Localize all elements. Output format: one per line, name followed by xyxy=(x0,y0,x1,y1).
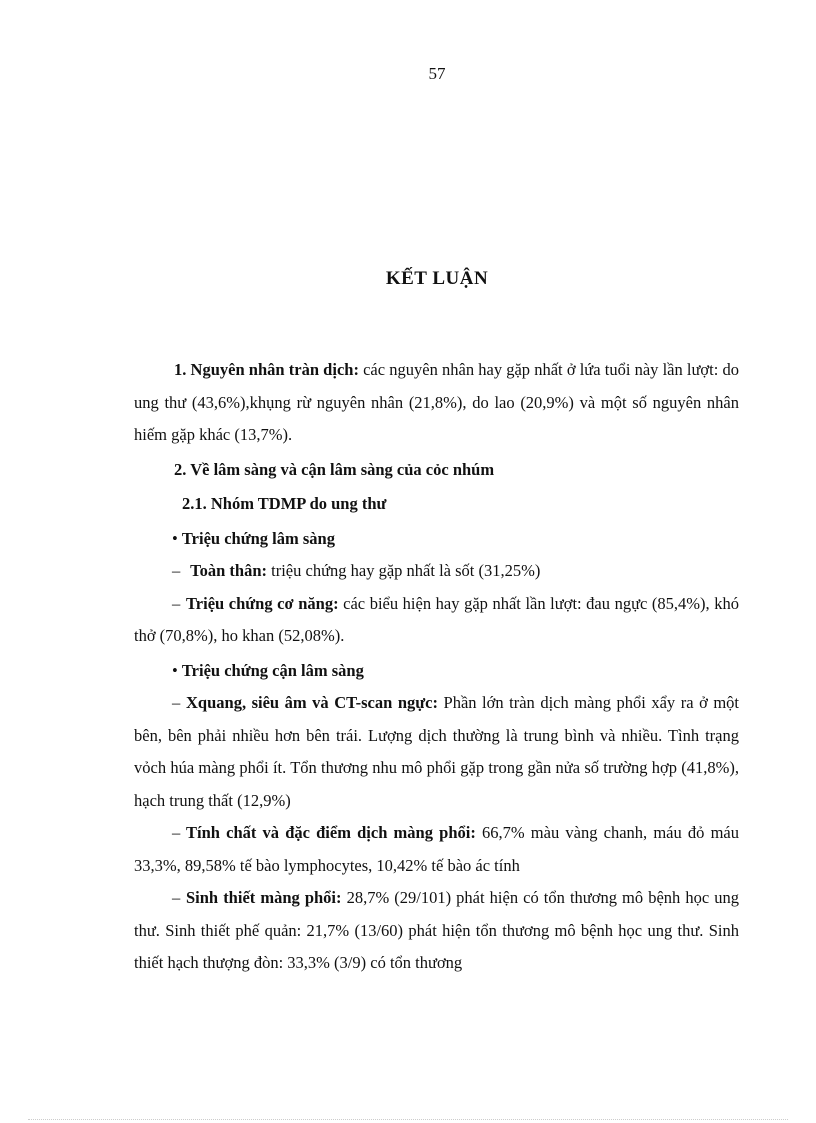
heading-cancer-group: 2.1. Nhóm TDMP do ung thư xyxy=(182,494,387,513)
text-biopsy: 28,7% (29/101) phát hiện có tổn thương mô bệnh học ung thư. Sinh thiết phế quản: 21,7% (13/60) phát hiện tổn thương mô bệnh học ung thư. Sinh thiết hạch thượng đòn: 33,3% (3/9) có tổn thương xyxy=(134,888,739,972)
heading-clinical-symptoms: Triệu chứng lâm sàng xyxy=(181,528,335,548)
dash-icon: – xyxy=(172,693,181,712)
page-number: 57 xyxy=(428,64,446,83)
document-body xyxy=(134,354,739,980)
heading-causes: 1. Nguyên nhân tràn dịch: xyxy=(174,360,359,379)
text-general: triệu chứng hay gặp nhất là sốt (31,25%) xyxy=(267,561,541,580)
dash-icon: – xyxy=(172,823,181,842)
label-xray: Xquang, siêu âm và CT-scan ngực: xyxy=(186,693,438,712)
dash-icon: – xyxy=(172,561,181,580)
text-causes: các nguyên nhân hay gặp nhất ở lứa tuổi này lần lượt: do ung thư (43,6%),khụng rừ nguyên nhân (21,8%), do lao (20,9%) và một số nguyên nhân hiếm gặp khác (13,7%). xyxy=(134,360,739,444)
label-general: Toàn thân: xyxy=(190,561,268,580)
item-xray xyxy=(134,687,739,817)
page-bottom-rule xyxy=(28,1119,788,1120)
label-fluid: Tính chất và đặc điểm dịch màng phổi: xyxy=(186,823,476,842)
heading-clinical-paraclinical: 2. Về lâm sàng và cận lâm sàng của cỏc nhúm xyxy=(174,459,495,479)
label-biopsy: Sinh thiết màng phổi: xyxy=(186,888,342,907)
bullet-icon: • xyxy=(172,528,178,548)
bullet-icon: • xyxy=(172,660,178,680)
label-functional: Triệu chứng cơ năng: xyxy=(186,593,339,613)
heading-paraclinical-symptoms: Triệu chứng cận lâm sàng xyxy=(181,660,364,680)
bullet-paraclinical xyxy=(134,655,739,688)
text-functional: các biểu hiện hay gặp nhất lần lượt: đau ngực (85,4%), khó thở (70,8%), ho khan (52,08%). xyxy=(134,593,739,645)
text-xray: Phần lớn tràn dịch màng phổi xẩy ra ở một bên, bên phải nhiều hơn bên trái. Lượng dịch thường là trung bình và nhiều. Tình trạng vỏch húa màng phổi ít. Tổn thương nhu mô phổi gặp trong gần nửa số trường hợp (41,8%), hạch trung thất (12,9%) xyxy=(134,693,739,810)
paragraph-causes xyxy=(134,354,739,452)
section-2-1-heading xyxy=(134,488,739,521)
item-general-symptoms xyxy=(134,555,739,588)
section-2-heading xyxy=(134,454,739,487)
text-fluid: 66,7% màu vàng chanh, máu đỏ máu 33,3%, 89,58% tế bào lymphocytes, 10,42% tế bào ác tính xyxy=(134,823,739,875)
dash-icon: – xyxy=(172,888,181,907)
item-fluid xyxy=(134,817,739,882)
item-biopsy xyxy=(134,882,739,980)
page-title: KẾT LUẬN xyxy=(385,268,489,289)
bullet-clinical xyxy=(134,523,739,556)
item-functional-symptoms xyxy=(134,588,739,653)
dash-icon: – xyxy=(172,593,181,613)
